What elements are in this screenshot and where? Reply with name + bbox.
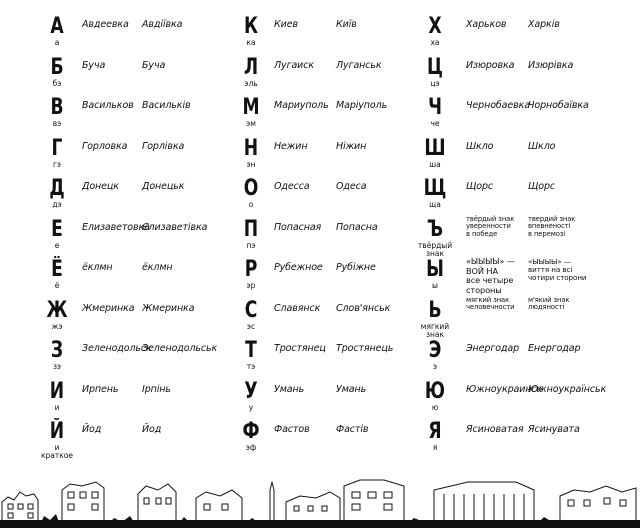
russian-place-name: Одесса	[274, 181, 310, 192]
letter-name: ка	[246, 38, 256, 47]
letter-name: е	[54, 240, 60, 250]
letter-row	[236, 419, 436, 460]
russian-place-name: Энергодар	[466, 343, 520, 354]
ruined-city-skyline-illustration	[0, 462, 640, 528]
russian-place-name: Фастов	[274, 424, 310, 435]
cyrillic-letter: З	[50, 338, 64, 363]
cyrillic-letter: Я	[428, 419, 442, 444]
letter-row	[236, 338, 436, 379]
ukrainian-place-name: Ірпінь	[142, 383, 171, 395]
ukrainian-place-name: Щорс	[528, 181, 556, 192]
cyrillic-letter: У	[244, 378, 258, 404]
russian-place-name: Славянск	[274, 302, 321, 314]
ukrainian-place-name: Попасна	[336, 221, 378, 233]
letter-row	[42, 338, 252, 379]
cyrillic-letter: М	[242, 95, 260, 120]
ukrainian-place-name: Маріуполь	[336, 100, 388, 111]
cyrillic-letter: Ъ	[426, 216, 444, 242]
cyrillic-letter: Е	[51, 216, 63, 242]
ukrainian-place-name: Єлизаветівка	[142, 221, 208, 233]
russian-place-name: Киев	[274, 19, 298, 30]
letter-name: тэ	[246, 362, 256, 371]
cyrillic-letter: И	[49, 378, 65, 404]
russian-place-name: Елизаветовка	[82, 221, 150, 233]
cyrillic-letter: Г	[51, 135, 63, 161]
russian-place-name: Горловка	[82, 140, 128, 152]
cyrillic-letter: Ж	[46, 297, 68, 323]
letter-row	[42, 176, 252, 217]
cyrillic-letter: Д	[49, 176, 65, 201]
cyrillic-letter: Ё	[51, 257, 63, 282]
ukrainian-place-name: м'який знак людяності	[528, 295, 570, 312]
cyrillic-letter: Н	[243, 135, 259, 161]
ukrainian-place-name: ёклмн	[142, 262, 173, 273]
russian-place-name: Тростянец	[274, 343, 326, 354]
letter-name: вэ	[52, 119, 62, 128]
ukrainian-place-name: Фастів	[336, 424, 369, 435]
cyrillic-letter: Э	[428, 338, 442, 363]
alphabet-column-2	[236, 14, 436, 460]
russian-place-name: Буча	[82, 59, 106, 71]
letter-name: гэ	[52, 159, 62, 169]
letter-row	[42, 298, 252, 339]
ukrainian-place-name: Ясинувата	[528, 424, 580, 435]
ukrainian-place-name: Йод	[142, 424, 162, 435]
ukrainian-place-name: Авдіївка	[142, 19, 183, 30]
letter-row	[420, 55, 635, 96]
letter-name: зэ	[52, 362, 62, 371]
cyrillic-letter: Ц	[427, 54, 443, 80]
letter-name: у	[248, 402, 254, 412]
ukrainian-place-name: Рубіжне	[336, 262, 376, 273]
ukrainian-place-name: Харків	[528, 19, 560, 30]
ukrainian-place-name: Умань	[336, 383, 367, 395]
russian-place-name: мягкий знак человечности	[466, 295, 515, 312]
russian-place-name: Изюровка	[466, 59, 515, 71]
ukrainian-place-name: Шкло	[528, 140, 556, 152]
letter-name: ы	[432, 281, 438, 290]
russian-place-name: Жмеринка	[82, 302, 135, 314]
ukrainian-place-name: Чорнобаївка	[528, 100, 589, 111]
russian-place-name: Лугаиск	[274, 59, 315, 71]
russian-place-name: Авдеевка	[82, 19, 129, 30]
cyrillic-letter: Щ	[423, 176, 447, 201]
letter-row	[236, 217, 436, 258]
ukrainian-place-name: «ЫЫЫЫ» — виття на всі чотири сторони	[528, 257, 587, 283]
russian-place-name: Ясиноватая	[466, 424, 524, 435]
russian-place-name: твёрдый знак уверенности в победе	[466, 214, 515, 238]
ukrainian-place-name: Изюрівка	[528, 59, 574, 71]
cyrillic-letter: Х	[428, 14, 442, 39]
ukrainian-place-name: Луганськ	[336, 59, 382, 71]
letter-name: мягкий знак	[420, 321, 450, 339]
letter-row	[420, 419, 635, 460]
letter-row	[236, 379, 436, 420]
letter-name: я	[432, 443, 438, 452]
letter-row	[420, 14, 635, 55]
russian-place-name: Попасная	[274, 221, 322, 233]
cyrillic-letter: Ш	[424, 135, 446, 161]
russian-place-name: ёклмн	[82, 262, 113, 273]
letter-name: ша	[429, 159, 441, 169]
letter-name: эль	[244, 78, 258, 88]
cyrillic-letter: Т	[245, 338, 257, 363]
cyrillic-letter: Ф	[242, 419, 260, 444]
letter-name: дэ	[52, 200, 62, 209]
ukrainian-place-name: твердий знак впевненості в перемозі	[528, 214, 576, 238]
ukrainian-place-name: Горлівка	[142, 140, 185, 152]
letter-row	[420, 295, 635, 339]
cyrillic-letter: А	[50, 14, 64, 39]
cyrillic-letter: С	[244, 297, 258, 323]
cyrillic-letter: Р	[244, 257, 258, 282]
letter-name: пэ	[246, 240, 256, 250]
russian-place-name: Харьков	[466, 19, 507, 30]
cyrillic-letter: Ь	[428, 297, 442, 323]
letter-row	[236, 257, 436, 298]
ukrainian-place-name: Тростянець	[336, 343, 394, 354]
ukrainian-place-name: Буча	[142, 59, 166, 71]
letter-name: эм	[246, 119, 256, 128]
russian-place-name: Йод	[82, 424, 102, 435]
russian-place-name: Васильков	[82, 100, 134, 111]
alphabet-column-3	[417, 14, 635, 460]
russian-place-name: Шкло	[466, 140, 494, 152]
letter-name: эф	[245, 443, 257, 452]
ukrainian-place-name: Одеса	[336, 181, 367, 192]
ukrainian-place-name: Васильків	[142, 100, 191, 111]
russian-place-name: Умань	[274, 383, 305, 395]
cyrillic-letter: Б	[50, 54, 64, 80]
letter-name: эс	[246, 321, 256, 331]
russian-place-name: Нежин	[274, 140, 308, 152]
letter-row	[42, 136, 252, 177]
letter-name: а	[54, 38, 60, 47]
letter-name: цэ	[430, 78, 440, 88]
russian-place-name: Чернобаевка	[466, 100, 530, 111]
letter-name: э	[432, 362, 438, 371]
cyrillic-letter: Л	[243, 54, 259, 80]
cyrillic-letter: В	[50, 95, 64, 120]
letter-row	[420, 176, 635, 217]
letter-name: ща	[429, 200, 441, 209]
letter-row	[42, 217, 252, 258]
ukrainian-place-name: Київ	[336, 19, 357, 30]
ukrainian-place-name: Зеленодольськ	[142, 343, 218, 354]
ukrainian-place-name: Южноукраїнськ	[528, 383, 607, 395]
letter-name: и краткое	[41, 443, 73, 460]
letter-name: жэ	[51, 321, 63, 331]
russian-place-name: Щорс	[466, 181, 494, 192]
cyrillic-letter: Й	[49, 419, 65, 444]
letter-row	[236, 95, 436, 136]
alphabet-column-1	[42, 14, 252, 460]
letter-row	[236, 14, 436, 55]
letter-name: ю	[431, 402, 439, 412]
ukrainian-place-name: Жмеринка	[142, 302, 195, 314]
letter-row	[236, 55, 436, 96]
cyrillic-letter: О	[243, 176, 259, 201]
letter-row	[420, 95, 635, 136]
letter-name: бэ	[52, 78, 62, 88]
letter-row	[420, 257, 635, 298]
letter-row	[420, 136, 635, 177]
letter-name: о	[248, 200, 254, 209]
letter-name: ха	[430, 38, 440, 47]
cyrillic-letter: Ч	[428, 95, 442, 120]
letter-row	[236, 136, 436, 177]
letter-row	[236, 176, 436, 217]
cyrillic-letter: Ю	[424, 378, 446, 404]
russian-place-name: «ЫЫЫЫ» — ВОЙ НА все четыре стороны	[466, 256, 515, 295]
ukrainian-place-name: Донецьк	[142, 181, 185, 192]
ukrainian-place-name: Слов'янськ	[336, 302, 391, 314]
letter-name: че	[430, 119, 440, 128]
cyrillic-letter: К	[243, 14, 259, 39]
cyrillic-letter: Ы	[426, 257, 444, 282]
letter-row	[236, 298, 436, 339]
letter-row	[42, 419, 252, 460]
letter-row	[42, 379, 252, 420]
letter-row	[42, 55, 252, 96]
letter-name: эр	[246, 281, 256, 290]
letter-row	[417, 214, 635, 258]
ukrainian-place-name: Енергодар	[528, 343, 581, 354]
letter-name: твёрдый знак	[417, 240, 453, 258]
letter-row	[42, 257, 252, 298]
russian-place-name: Рубежное	[274, 262, 323, 273]
letter-row	[42, 14, 252, 55]
russian-place-name: Зеленодольск	[82, 343, 152, 354]
ukrainian-place-name: Ніжин	[336, 140, 367, 152]
letter-row	[42, 95, 252, 136]
russian-place-name: Донецк	[82, 181, 119, 192]
letter-name: и	[54, 402, 60, 412]
letter-name: эн	[246, 159, 256, 169]
russian-place-name: Южноукраинск	[466, 383, 543, 395]
letter-row	[420, 379, 635, 420]
cyrillic-letter: П	[243, 216, 259, 242]
russian-place-name: Ирпень	[82, 383, 119, 395]
letter-name: ё	[54, 281, 60, 290]
letter-row	[420, 338, 635, 379]
russian-place-name: Мариуполь	[274, 100, 329, 111]
